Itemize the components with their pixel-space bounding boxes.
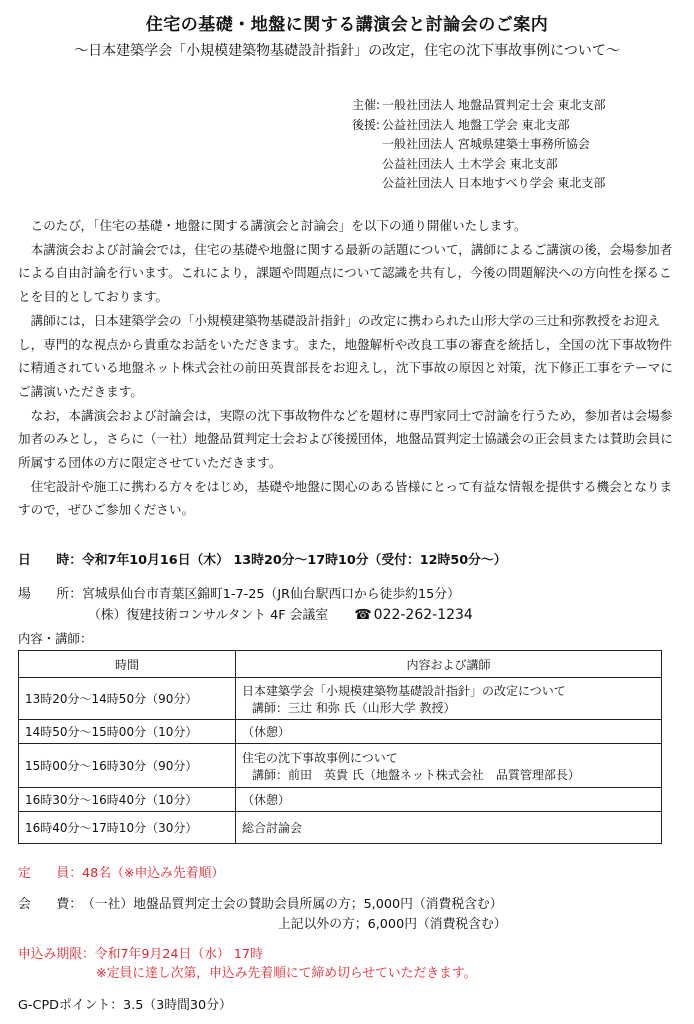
intro-paragraph: 住宅設計や施工に携わる方々をはじめ，基礎や地盤に関心のある皆様にとって有益な情報を提供する機会となりますので，ぜひご参加ください。 bbox=[18, 478, 673, 518]
row-topic: （休憩） bbox=[236, 720, 662, 744]
row-time: 16時30分～16時40分（10分） bbox=[19, 788, 236, 812]
table-header-row bbox=[19, 651, 662, 678]
deadline-label: 申込み期限： bbox=[18, 947, 95, 962]
fee-line bbox=[18, 893, 503, 912]
organizer-row bbox=[352, 116, 606, 136]
row-time: 14時50分～15時00分（10分） bbox=[19, 720, 236, 744]
organizer-row bbox=[352, 96, 606, 116]
table-row bbox=[19, 720, 662, 744]
organizer-row bbox=[352, 174, 606, 194]
organizer-role bbox=[352, 174, 382, 194]
cpd-label: G-CPDポイント： bbox=[18, 998, 124, 1013]
row-time: 15時00分～16時30分（90分） bbox=[19, 744, 236, 788]
organizer-name: 公益社団法人 地盤工学会 東北支部 bbox=[382, 117, 570, 132]
table-row bbox=[19, 744, 662, 788]
time-column-header: 時間 bbox=[19, 651, 236, 678]
intro-paragraph: このたび，「住宅の基礎・地盤に関する講演会と討論会」を以下の通り開催いたします。 bbox=[30, 218, 527, 233]
organizer-role bbox=[352, 155, 382, 175]
telephone-icon: ☎ bbox=[354, 607, 372, 623]
organizer-row bbox=[352, 155, 606, 175]
cpd-value: 3.5（3時間30分） bbox=[123, 998, 232, 1013]
deadline-value: 令和7年9月24日（水） 17時 bbox=[94, 947, 263, 962]
organizer-name: 公益社団法人 日本地すべり学会 東北支部 bbox=[382, 176, 606, 190]
row-speaker: 講師：前田 英貴 氏（地盤ネット株式会社 品質管理部長） bbox=[252, 767, 580, 782]
venue-label: 場 所： bbox=[18, 587, 82, 602]
organizer-role bbox=[352, 135, 382, 155]
row-speaker: 講師：三辻 和弥 氏（山形大学 教授） bbox=[252, 700, 456, 715]
capacity-label: 定 員： bbox=[18, 866, 82, 881]
date-line bbox=[18, 549, 507, 568]
organizer-name: 一般社団法人 宮城県建築士事務所協会 bbox=[382, 137, 590, 151]
program-table bbox=[18, 650, 662, 844]
venue-building: （株）復建技術コンサルタント 4F 会議室 bbox=[88, 608, 329, 623]
organizer-name: 公益社団法人 土木学会 東北支部 bbox=[382, 156, 558, 171]
row-content bbox=[236, 678, 662, 720]
row-topic: 総合討論会 bbox=[236, 812, 662, 844]
venue-address: 宮城県仙台市青葉区錦町1-7-25（JR仙台駅西口から徒歩約15分） bbox=[81, 587, 460, 602]
date-value: 令和7年10月16日（木） 13時20分～17時10分（受付：12時50分～） bbox=[81, 553, 507, 568]
deadline-note: ※定員に達し次第，申込み先着順にて締め切らせていただきます。 bbox=[96, 966, 477, 981]
table-row bbox=[19, 788, 662, 812]
intro-paragraph: 講師には，日本建築学会の「小規模建築物基礎設計指針」の改定に携わられた山形大学の三辻和弥教授をお迎えし，専門的な視点から貴重なお話をいただきます。また，地盤解析や改良工事の審査を統括し，全国の沈下事故物件に精通されている地盤ネット株式会社の前田英貴部長をお迎えし，沈下事故の原因と対策，沈下修正工事をテーマにご講演いただきます。 bbox=[18, 312, 673, 399]
capacity-value: 48名（※申込み先着順） bbox=[81, 866, 225, 881]
content-column-header: 内容および講師 bbox=[236, 651, 662, 678]
table-row bbox=[19, 812, 662, 844]
row-topic: 日本建築学会「小規模建築物基礎設計指針」の改定について bbox=[242, 683, 566, 698]
venue-line-2 bbox=[88, 604, 473, 623]
fee-label: 会 費： bbox=[18, 897, 82, 912]
capacity-line bbox=[18, 862, 224, 881]
organizer-name: 一般社団法人 地盤品質判定士会 東北支部 bbox=[382, 98, 606, 112]
intro-body bbox=[18, 214, 678, 522]
venue-phone: 022-262-1234 bbox=[373, 607, 473, 623]
document-subtitle: ～日本建築学会「小規模建築物基礎設計指針」の改定，住宅の沈下事故事例について～ bbox=[74, 43, 620, 59]
row-time: 16時40分～17時10分（30分） bbox=[19, 812, 236, 844]
fee-other: 上記以外の方；6,000円（消費税含む） bbox=[278, 917, 507, 932]
intro-paragraph: 本講演会および討論会では，住宅の基礎や地盤に関する最新の話題について，講師によるご講演の後，会場参加者による自由討論を行います。これにより，課題や問題点について認識を共有し，今後の問題解決への方向性を探ることを目的としております。 bbox=[18, 241, 673, 305]
program-label: 内容・講師： bbox=[18, 631, 93, 646]
organizer-row bbox=[352, 135, 606, 155]
fee-member: （一社）地盤品質判定士会の賛助会員所属の方；5,000円（消費税含む） bbox=[81, 897, 503, 912]
table-row bbox=[19, 678, 662, 720]
date-label: 日 時： bbox=[18, 553, 82, 568]
document-title: 住宅の基礎・地盤に関する講演会と討論会のご案内 bbox=[145, 15, 549, 35]
row-topic: 住宅の沈下事故事例について bbox=[242, 750, 398, 765]
organizer-role: 主催: bbox=[352, 98, 381, 112]
row-time: 13時20分～14時50分（90分） bbox=[19, 678, 236, 720]
organizer-role: 後援: bbox=[352, 117, 381, 132]
cpd-line bbox=[18, 994, 232, 1013]
organizer-list bbox=[352, 96, 606, 194]
row-content bbox=[236, 744, 662, 788]
intro-paragraph: なお，本講演会および討論会は，実際の沈下事故物件などを題材に専門家同士で討論を行うため，参加者は会場参加者のみとし，さらに（一社）地盤品質判定士会および後援団体，地盤品質判定士協議会の正会員または賛助会員に所属する団体の方に限定させていただきます。 bbox=[18, 407, 673, 471]
row-topic: （休憩） bbox=[236, 788, 662, 812]
venue-line bbox=[18, 583, 460, 602]
deadline-line bbox=[18, 943, 263, 962]
